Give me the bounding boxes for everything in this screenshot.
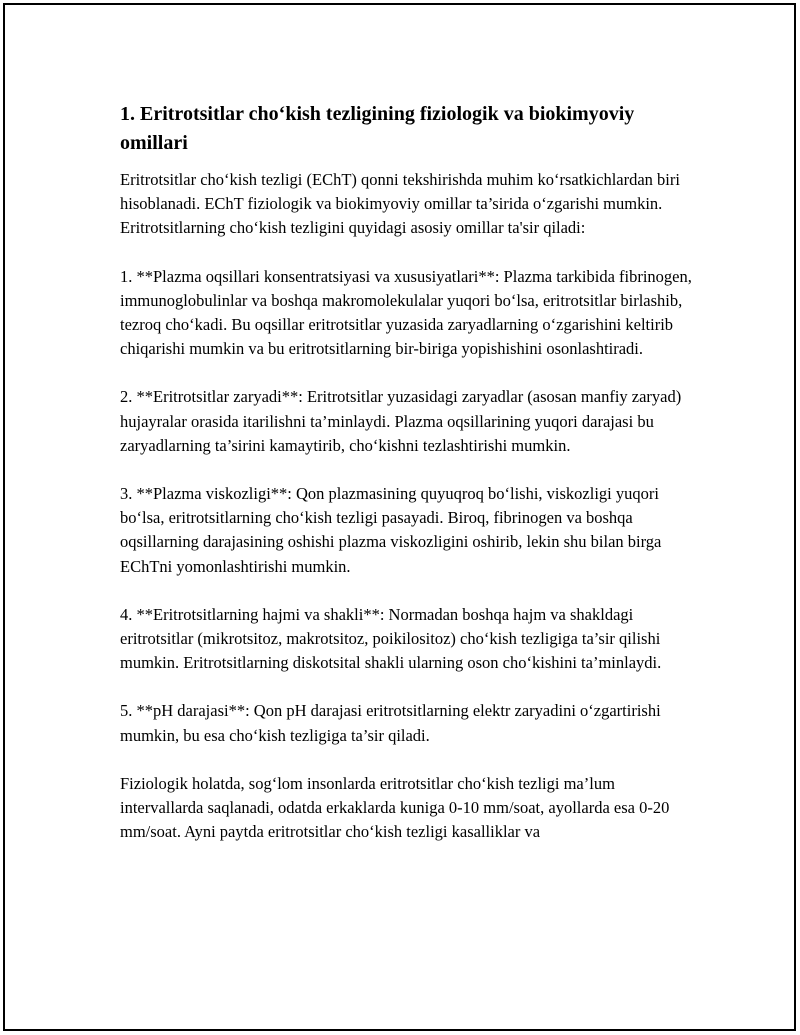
intro-paragraph: Eritrotsitlar cho‘kish tezligi (EChT) qonni tekshirishda muhim ko‘rsatkichlardan biri hisoblanadi. EChT fiziologik va biokimyoviy omillar ta’sirida o‘zgarishi mumkin. Eritrotsitlarning cho‘kish tezligini quyidagi asosiy omillar ta'sir qiladi:: [120, 170, 680, 238]
list-item-ph-level: 5. **pH darajasi**: Qon pH darajasi eritrotsitlarning elektr zaryadini o‘zgartirishi mumkin, bu esa cho‘kish tezligiga ta’sir qiladi.: [120, 701, 661, 745]
document-page: [3, 3, 796, 1031]
list-item-erythrocyte-charge: 2. **Eritrotsitlar zaryadi**: Eritrotsitlar yuzasidagi zaryadlar (asosan manfiy zaryad) hujayralar orasida itarilishni ta’minlaydi. Plazma oqsillarining yuqori darajasi bu zaryadlarning ta’sirini kamaytirib, cho‘kishni tezlashtirishi mumkin.: [120, 387, 682, 455]
document-body: [120, 100, 695, 868]
list-item-plasma-viscosity: 3. **Plazma viskozligi**: Qon plazmasining quyuqroq bo‘lishi, viskozligi yuqori bo‘lsa, eritrotsitlarning cho‘kish tezligi pasayadi. Biroq, fibrinogen va boshqa oqsillarning darajasining oshishi plazma viskozligini oshirib, lekin shu bilan birga EChTni yomonlashtirishi mumkin.: [120, 484, 662, 576]
section-heading: 1. Eritrotsitlar cho‘kish tezligining fiziologik va biokimyoviy omillari: [120, 103, 635, 154]
closing-paragraph: Fiziologik holatda, sog‘lom insonlarda eritrotsitlar cho‘kish tezligi ma’lum intervallarda saqlanadi, odatda erkaklarda kuniga 0-10 mm/soat, ayollarda esa 0-20 mm/soat. Ayni paytda eritrotsitlar cho‘kish tezligi kasalliklar va: [120, 773, 670, 842]
list-item-size-shape: 4. **Eritrotsitlarning hajmi va shakli**: Normadan boshqa hajm va shakldagi eritrotsitlar (mikrotsitoz, makrotsitoz, poikilositoz) cho‘kish tezligiga ta’sir qilishi mumkin. Eritrotsitlarning diskotsital shakli ularning oson cho‘kishini ta’minlaydi.: [120, 604, 662, 673]
list-item-plasma-proteins: 1. **Plazma oqsillari konsentratsiyasi va xususiyatlari**: Plazma tarkibida fibrinogen, immunoglobulinlar va boshqa makromolekulalar yuqori bo‘lsa, eritrotsitlar birlashib, tezroq cho‘kadi. Bu oqsillar eritrotsitlar yuzasida zaryadlarning o‘zgarishini keltirib chiqarishi mumkin va bu eritrotsitlarning bir-biriga yopishishini osonlashtiradi.: [120, 266, 692, 359]
